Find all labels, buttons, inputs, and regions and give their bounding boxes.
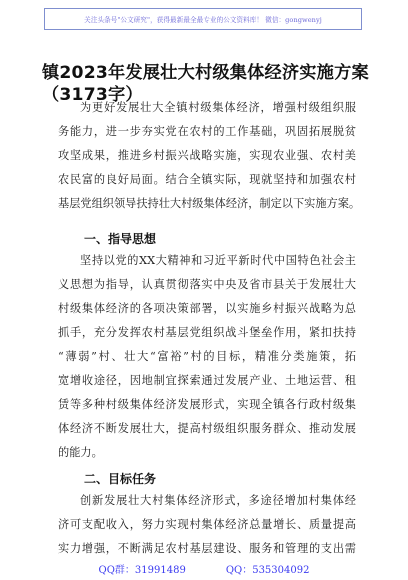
section1-line: 的能力。 <box>58 446 103 459</box>
section2-line: 创新发展壮大村集体经济形式，多途径增加村集体经 <box>80 494 356 507</box>
section1-line: 体经济不断发展壮大，提高村级组织服务群众、推动发展 <box>58 422 356 435</box>
document-title: 镇2023年发展壮大村级集体经济实施方案 <box>42 63 369 83</box>
section1-line: 抓手，充分发挥农村基层党组织战斗堡垒作用，紧扣扶持 <box>58 326 356 339</box>
intro-line: 基层党组织领导扶持壮大村级集体经济，制定以下实施方案。 <box>58 197 361 210</box>
intro-line: 务能力，进一步夯实党在农村的工作基础，巩固拓展脱贫 <box>58 125 356 138</box>
section1-line: 坚持以党的XX大精神和习近平新时代中国特色社会主 <box>80 254 356 267</box>
section1-paragraph <box>58 249 356 465</box>
section2-paragraph <box>58 489 356 561</box>
promo-banner-text: 关注头条号"公文研究"，获得最新最全最专业的公文资料库！ 微信：gongwenyj <box>84 16 322 24</box>
document-word-count: （3173字） <box>42 85 143 105</box>
section-heading-goals: 二、目标任务 <box>84 472 157 486</box>
qq-group-number: QQ群：31991489 <box>98 565 186 576</box>
section2-line: 济可支配收入，努力实现村集体经济总量增长、质量提高 <box>58 518 356 531</box>
intro-paragraph <box>58 96 361 216</box>
section-heading-guiding-ideology: 一、指导思想 <box>84 232 157 246</box>
intro-line: 农民富的良好局面。结合全镇实际，现就坚持和加强农村 <box>58 173 356 186</box>
section1-line: “薄弱”村、壮大“富裕”村的目标，精准分类施策，拓 <box>58 350 356 363</box>
section1-line: 宽增收途径，因地制宜探索通过发展产业、土地运营、租 <box>58 374 356 387</box>
section1-line: 村级集体经济的各项决策部署，以实施乡村振兴战略为总 <box>58 302 356 315</box>
intro-line: 攻坚成果，推进乡村振兴战略实施，实现农业强、农村美 <box>58 149 356 162</box>
contact-footer <box>0 561 408 577</box>
section1-line: 义思想为指导，认真贯彻落实中央及省市县关于发展壮大 <box>58 278 356 291</box>
section2-line: 实力增强，不断满足农村基层建设、服务和管理的支出需 <box>58 542 356 555</box>
qq-number: QQ：535304092 <box>225 565 310 576</box>
intro-line: 为更好发展壮大全镇村级集体经济，增强村级组织服 <box>80 101 356 114</box>
promo-banner <box>44 8 362 30</box>
section1-line: 赁等多种村级集体经济发展形式，实现全镇各行政村级集 <box>58 398 356 411</box>
